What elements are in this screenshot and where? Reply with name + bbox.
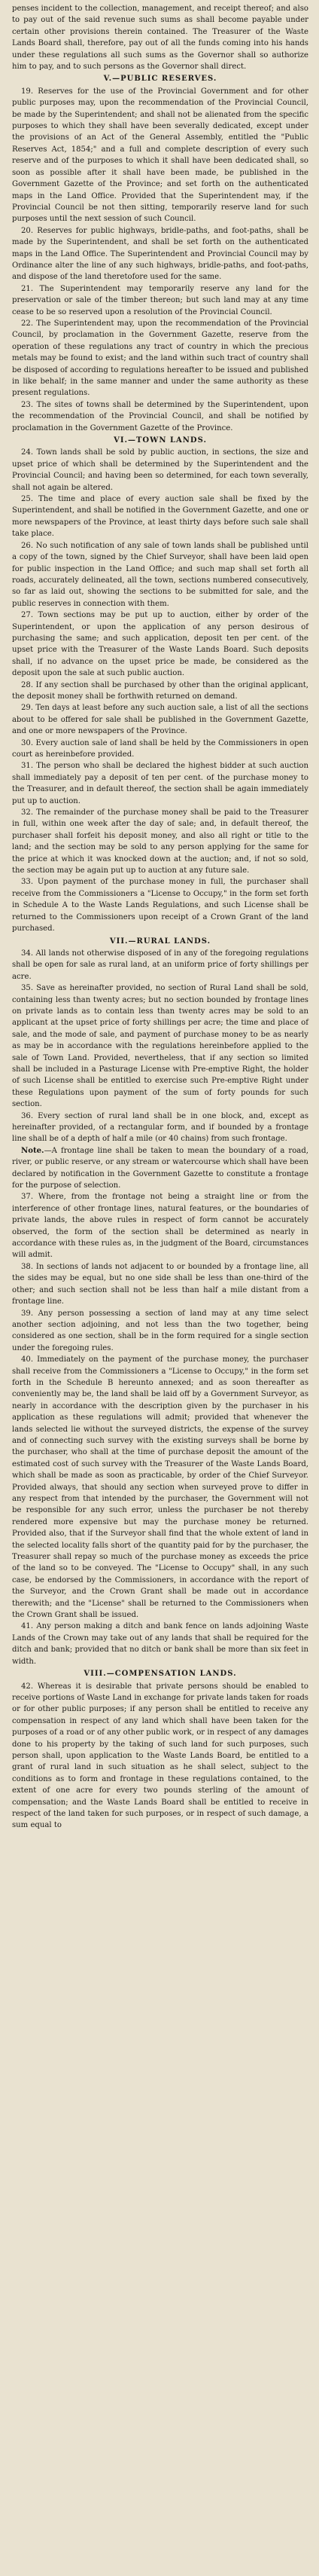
regulation-29: 29. Ten days at least before any such auction sale, a list of all the sections about to be offered for sale shall be published in the Government Gazette, and one or more newspapers of the Province. [12, 704, 308, 736]
section-heading-public-reserves: V.—PUBLIC RESERVES. [103, 75, 217, 84]
regulation-32: 32. The remainder of the purchase money shall be paid to the Treasurer in full, within one week after the day of sale; and, in default thereof, the purchaser shall forfeit his deposit money, and also all right or title to the land; and the section may be sold to any person applying for the same for the price at which it was knocked down at the auction; and, if not so sold, the section may be again put up to auction at any future sale. [12, 808, 308, 875]
regulation-19: 19. Reserves for the use of the Provincial Government and for other public purposes may, upon the recommendation of the Provincial Council, be made by the Superintendent; and shall not be alienated from the specific purposes to which they shall have been severally dedicated, except under the provisions of an Act of the General Assembly, entitled the "Public Reserves Act, 1854;" and a full and complete description of every such reserve and of the purposes to which it shall have been dedicated shall, so soon as possible after it shall have been made, be published in the Government Gazette of the Province; and set forth on the authenticated maps in the Land Office. Provided that the Superintendent may, if the Provincial Council be not then sitting, temporarily reserve land for such purposes until the next session of such Council. [12, 87, 308, 224]
regulation-28: 28. If any section shall be purchased by other than the original applicant, the deposit money shall be forthwith returned on demand. [12, 680, 308, 701]
regulation-34: 34. All lands not otherwise disposed of in any of the foregoing regulations shall be open for sale as rural land, at an uniform price of forty shillings per acre. [12, 949, 308, 981]
regulation-41: 41. Any person making a ditch and bank fence on lands adjoining Waste Lands of the Crown may take out of any lands that shall be required for the ditch and bank; provided that no ditch or bank shall be more than six feet in width. [12, 1622, 308, 1666]
section-heading-town-lands: VI.—TOWN LANDS. [114, 436, 207, 445]
regulation-37: 37. Where, from the frontage not being a straight line or from the interference of other frontage lines, natural features, or the boundaries of private lands, the above rules in respect of form cannot be accurately observed, the form of the section shall be determined as nearly in accordance with these rules as, in the judgment of the Board, circumstances will admit. [12, 1193, 308, 1260]
frontage-note [12, 1145, 308, 1192]
regulation-33: 33. Upon payment of the purchase money in full, the purchaser shall receive from the Commissioners a "License to Occupy," in the form set forth in Schedule A to the Waste Lands Regulations, and such License shall be returned to the Commissioners upon receipt of a Crown Grant of the land purchased. [12, 878, 308, 934]
section-heading-rural-lands: VII.—RURAL LANDS. [109, 937, 211, 946]
section-heading-compensation-lands: VIII.—COMPENSATION LANDS. [84, 1670, 237, 1679]
regulation-26: 26. No such notification of any sale of town lands shall be published until a copy of the town, signed by the Chief Surveyor, shall have been laid open for public inspection in the Land Office; and such map shall set forth all roads, accurately delineated, all the town, sections numbered consecutively, so far as laid out, showing the sections to be submitted for sale, and the public reserves in connection with them. [12, 541, 308, 608]
regulation-39: 39. Any person possessing a section of land may at any time select another section adjoining, and not less than the two together, being considered as one section, shall be in the form required for a single section under the foregoing rules. [12, 1309, 308, 1352]
note-label: Note. [21, 1146, 44, 1155]
regulation-21: 21. The Superintendent may temporarily reserve any land for the preservation or sale of the timber thereon; but such land may at any time cease to be so reserved upon a resolution of the Provincial Council. [12, 284, 308, 316]
regulation-25: 25. The time and place of every auction sale shall be fixed by the Superintendent, and shall be notified in the Government Gazette, and one or more newspapers of the Province, at least thirty days before such sale shall take place. [12, 495, 308, 539]
regulation-42: 42. Whereas it is desirable that private persons should be enabled to receive portions of Waste Land in exchange for private lands taken for roads or for other public purposes; if any person shall be entitled to receive any compensation in respect of any land which shall have been taken for the purposes of a road or of any other public work, or in respect of any damages done to his property by the taking of such land for such purposes, such person shall, upon application to the Waste Lands Board, be entitled to a grant of rural land in such situation as he shall select, subject to the conditions as to form and frontage in these regulations contained, to the extent of one acre for every two pounds sterling of the amount of compensation; and the Waste Lands Board shall be entitled to receive in respect of the land taken for such purposes, or in respect of such damage, a sum equal to [12, 1682, 308, 1830]
regulation-23: 23. The sites of towns shall be determined by the Superintendent, upon the recommendation of the Provincial Council, and shall be notified by proclamation in the Government Gazette of the Province. [12, 400, 308, 432]
opening-paragraph: penses incident to the collection, management, and receipt thereof; and also to pay out of the said revenue such sums as shall become payable under certain other provisions therein contained. The Treasurer of the Waste Lands Board shall, therefore, pay out of all the funds coming into his hands under these regulations all such sums as the Governor shall so authorize him to pay, and to such persons as the Governor shall direct. [12, 5, 308, 72]
regulation-20: 20. Reserves for public highways, bridle-paths, and foot-paths, shall be made by the Superintendent, and shall be set forth on the authenticated maps in the Land Office. The Superintendent and Provincial Council may by Ordinance alter the line of any such highways, bridle-paths, and foot-paths, and dispose of the land theretofore used for the same. [12, 226, 308, 282]
regulation-27: 27. Town sections may be put up to auction, either by order of the Superintendent, or upon the application of any person desirous of purchasing the same; and such application, deposit ten per cent. of the upset price with the Treasurer of the Waste Lands Board. Such deposits shall, if no advance on the upset price be made, be considered as the deposit upon the sale at such public auction. [12, 611, 308, 678]
regulation-40: 40. Immediately on the payment of the purchase money, the purchaser shall receive from the Commissioners a "License to Occupy," in the form set forth in the Schedule B hereunto annexed; and as soon thereafter as conveniently may be, the land shall be laid off by a Government Surveyor, as nearly in accordance with the description given by the purchaser in his application as these regulations will admit; provided that whenever the lands selected lie without the surveyed districts, the expense of the survey and of connecting such survey with the existing surveys shall be borne by the purchaser, who shall at the time of purchase deposit the amount of the estimated cost of such survey with the Treasurer of the Waste Lands Board, which shall be made as soon as practicable, by order of the Chief Surveyor. Provided always, that should any section when surveyed prove to differ in any respect from that intended by the purchaser, the Government will not be responsible for any such error, unless the purchaser be not thereby rendered more expensive but may the purchase money be returned. Provided also, that if the Surveyor shall find that the whole extent of land in the selected locality falls short of the quantity paid for by the purchaser, the Treasurer shall repay so much of the purchase money as exceeds the price of the land so to be conveyed. The "License to Occupy" shall, in any such case, be endorsed by the Commissioners, in accordance with the report of the Surveyor, and the Crown Grant shall be made out in accordance therewith; and the "License" shall be returned to the Commissioners when the Crown Grant shall be issued. [12, 1355, 308, 1620]
regulation-38: 38. In sections of lands not adjacent to or bounded by a frontage line, all the sides may be equal, but no one side shall be less than one-third of the other; and such section shall not be less than half a mile distant from a frontage line. [12, 1262, 308, 1306]
regulation-31: 31. The person who shall be declared the highest bidder at such auction shall immediately pay a deposit of ten per cent. of the purchase money to the Treasurer, and in default thereof, the section shall be again immediately put up to auction. [12, 762, 308, 805]
regulation-24: 24. Town lands shall be sold by public auction, in sections, the size and upset price of which shall be determined by the Superintendent and the Provincial Council; and having been so determined, for each town severally, shall not again be altered. [12, 448, 308, 492]
regulation-30: 30. Every auction sale of land shall be held by the Commissioners in open court as hereinbefore provided. [12, 738, 308, 759]
note-text: —A frontage line shall be taken to mean the boundary of a road, river, or public reserve, or any stream or watercourse which shall have been declared by notification in the Government Gazette to constitute a frontage for the purpose of selection. [12, 1146, 308, 1190]
regulation-22: 22. The Superintendent may, upon the recommendation of the Provincial Council, by proclamation in the Government Gazette, reserve from the operation of these regulations any tract of country in which the precious metals may be found to exist; and the land within such tract of country shall be disposed of according to regulations hereafter to be issued and published in like behalf; in the same manner and under the same authority as these present regulations. [12, 319, 308, 398]
regulation-35: 35. Save as hereinafter provided, no section of Rural Land shall be sold, containing less than twenty acres; but no section bounded by frontage lines on private lands as to contain less than twenty acres may be sold to an applicant at the upset price of forty shillings per acre; the time and place of sale, and the mode of sale, and payment of purchase money to be as nearly as may be in accordance with the regulations hereinbefore applied to the sale of Town Land. Provided, nevertheless, that if any section so limited shall be included in a Pasturage License with Pre-emptive Right, the holder of such License shall be entitled to exercise such Pre-emptive Right under these Regulations upon payment of the sum of forty pounds for such section. [12, 984, 308, 1109]
regulation-36: 36. Every section of rural land shall be in one block, and, except as hereinafter provided, of a rectangular form, and if bounded by a frontage line shall be of a depth of half a mile (or 40 chains) from such frontage. [12, 1111, 308, 1144]
